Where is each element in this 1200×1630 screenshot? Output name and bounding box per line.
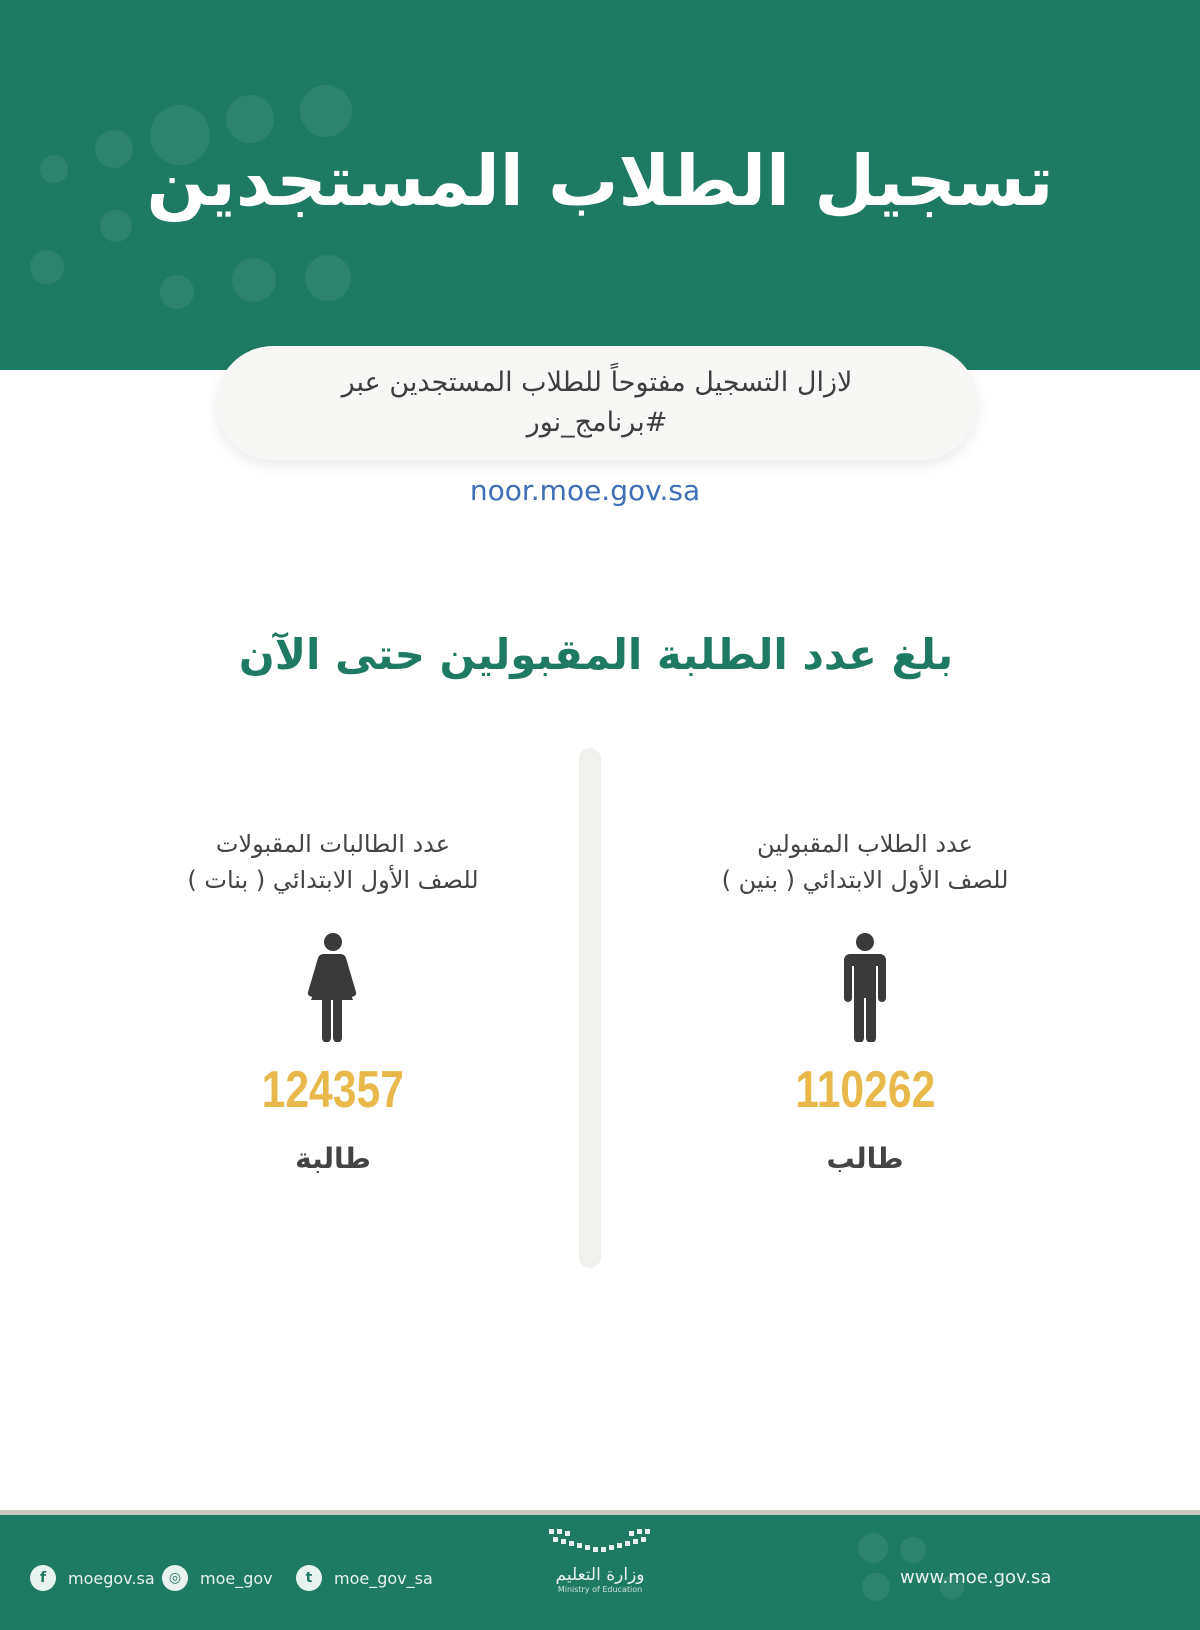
boys-count: 110262 bbox=[795, 1061, 935, 1119]
boys-label-line1: عدد الطلاب المقبولين bbox=[757, 830, 973, 858]
decor-dot bbox=[226, 95, 274, 143]
decor-dot bbox=[300, 85, 352, 137]
decor-dot bbox=[858, 1533, 888, 1563]
ministry-logo bbox=[510, 1525, 690, 1594]
decor-dot bbox=[30, 250, 64, 284]
page-title: تسجيل الطلاب المستجدين bbox=[146, 140, 1054, 222]
boys-label-line2: للصف الأول الابتدائي ( بنين ) bbox=[721, 866, 1009, 894]
girls-label-line2: للصف الأول الابتدائي ( بنات ) bbox=[187, 866, 479, 894]
section-heading: بلغ عدد الطلبة المقبولين حتى الآن bbox=[238, 630, 954, 679]
notice-text: لازال التسجيل مفتوحاً للطلاب المستجدين عبر bbox=[341, 367, 853, 398]
decor-dot bbox=[232, 258, 276, 302]
boys-stat bbox=[655, 826, 1075, 1175]
decor-dot bbox=[900, 1537, 926, 1563]
facebook-link[interactable] bbox=[30, 1565, 155, 1591]
girls-stat bbox=[123, 826, 543, 1175]
twitter-handle: moe_gov_sa bbox=[334, 1568, 433, 1588]
ministry-emblem-icon bbox=[545, 1525, 655, 1561]
facebook-icon: f bbox=[30, 1565, 56, 1591]
ministry-name-ar: وزارة التعليم bbox=[555, 1565, 645, 1585]
column-divider bbox=[579, 748, 601, 1268]
notice-box bbox=[216, 346, 978, 460]
girls-label-line1: عدد الطالبات المقبولات bbox=[215, 830, 451, 858]
instagram-handle: moe_gov bbox=[200, 1568, 273, 1588]
instagram-link[interactable] bbox=[162, 1565, 273, 1591]
female-icon bbox=[305, 932, 361, 1042]
decor-dot bbox=[305, 255, 351, 301]
twitter-link[interactable] bbox=[296, 1565, 433, 1591]
decor-dot bbox=[160, 275, 194, 309]
decor-dot bbox=[862, 1573, 890, 1601]
instagram-icon: ◎ bbox=[162, 1565, 188, 1591]
noor-hashtag[interactable]: #برنامج_نور bbox=[526, 407, 668, 438]
twitter-icon: t bbox=[296, 1565, 322, 1591]
ministry-name-en: Ministry of Education bbox=[557, 1585, 643, 1594]
facebook-handle: moegov.sa bbox=[68, 1568, 155, 1588]
moe-website-link[interactable]: www.moe.gov.sa bbox=[900, 1567, 1052, 1588]
noor-link[interactable]: noor.moe.gov.sa bbox=[469, 474, 701, 507]
girls-count: 124357 bbox=[261, 1061, 405, 1119]
male-icon bbox=[840, 932, 890, 1042]
header-banner bbox=[0, 0, 1200, 370]
girls-unit: طالبة bbox=[295, 1142, 371, 1175]
boys-unit: طالب bbox=[826, 1142, 904, 1175]
